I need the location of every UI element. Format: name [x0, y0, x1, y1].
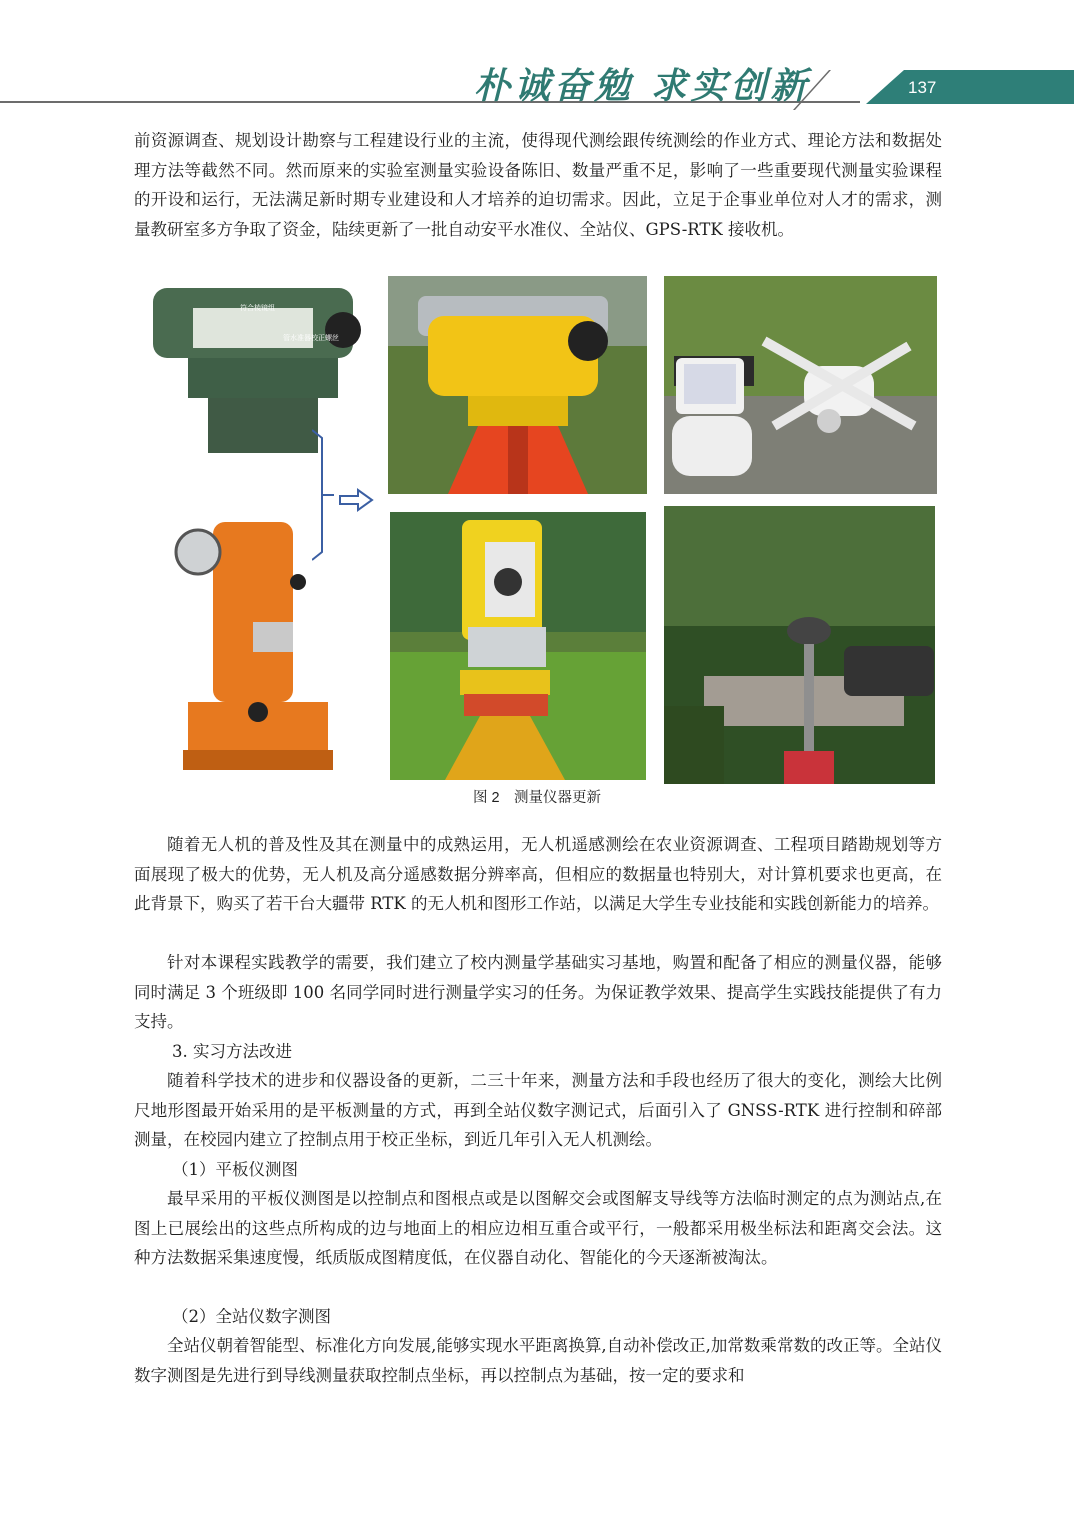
paragraph-intro: 前资源调查、规划设计勘察与工程建设行业的主流，使得现代测绘跟传统测绘的作业方式、理论方法和数据处理方法等截然不同。然而原来的实验室测量实验设备陈旧、数量严重不足，影响了一些重要现代测量实验课程的开设和运行，无法满足新时期专业建设和人才培养的迫切需求。因此，立足于企事业单位对人才的需求，测量教研室多方争取了资金，陆续更新了一批自动安平水准仪、全站仪、GPS-RTK 接收机。: [134, 131, 942, 239]
page-number: 137: [908, 78, 937, 97]
header-motto: 朴诚奋勉 求实创新: [474, 65, 811, 107]
subheading-plane-table: （1）平板仪测图: [172, 1160, 298, 1179]
auto-level-photo: [388, 276, 647, 494]
total-station-photo: [390, 512, 646, 780]
callout-prism: 符合棱镜组: [240, 304, 275, 312]
paragraph-base: 针对本课程实践教学的需要，我们建立了校内测量学基础实习基地，购置和配备了相应的测量仪器，能够同时满足 3 个班级即 100 名同学同时进行测量学实习的任务。为保证教学效果、提高学生实践技能提供了有力支持。: [134, 953, 942, 1031]
paragraph-drone: 随着无人机的普及性及其在测量中的成熟运用，无人机遥感测绘在农业资源调查、工程项目踏勘规划等方面展现了极大的优势，无人机及高分遥感数据分辨率高，但相应的数据量也特别大，对计算机要求也更高，在此背景下，购买了若干台大疆带 RTK 的无人机和图形工作站，以满足大学生专业技能和实践创新能力的培养。: [134, 835, 942, 913]
callout-tube-level: 管水准器: [150, 362, 178, 370]
callout-adjust-screw: 管水准器校正螺丝: [283, 334, 339, 342]
page-number-tab: [866, 70, 1074, 104]
upgrade-arrow-icon: [338, 488, 374, 512]
paragraph-methods: 随着科学技术的进步和仪器设备的更新，二三十年来，测量方法和手段也经历了很大的变化，测绘大比例尺地形图最开始采用的是平板测量的方式，再到全站仪数字测记式，后面引入了 GNSS-RTK 进行控制和碎部测量，在校园内建立了控制点用于校正坐标，到近几年引入无人机测绘。: [134, 1071, 942, 1149]
gps-rtk-photo: [664, 506, 935, 784]
paragraph-total-station: 全站仪朝着智能型、标准化方向发展,能够实现水平距离换算,自动补偿改正,加常数乘常数的改正等。全站仪数字测图是先进行到导线测量获取控制点坐标，再以控制点为基础，按一定的要求和: [134, 1336, 942, 1385]
section-heading: 3. 实习方法改进: [172, 1042, 292, 1061]
subheading-total-station: （2）全站仪数字测图: [172, 1307, 331, 1326]
grouping-bracket: [312, 428, 334, 562]
drone-photo: [664, 276, 937, 494]
callout-bubble-window: 管水准气泡观察窗: [298, 280, 354, 288]
figure-caption: 图 2 测量仪器更新: [472, 790, 602, 806]
paragraph-plane-table: 最早采用的平板仪测图是以控制点和图根点或是以图解交会或图解支导线等方法临时测定的点为测站点,在图上已展绘出的这些点所构成的边与地面上的相应边相互重合或平行，一般都采用极坐标法和距离交会法。这种方法数据采集速度慢，纸质版成图精度低，在仪器自动化、智能化的今天逐渐被淘汰。: [134, 1189, 942, 1267]
